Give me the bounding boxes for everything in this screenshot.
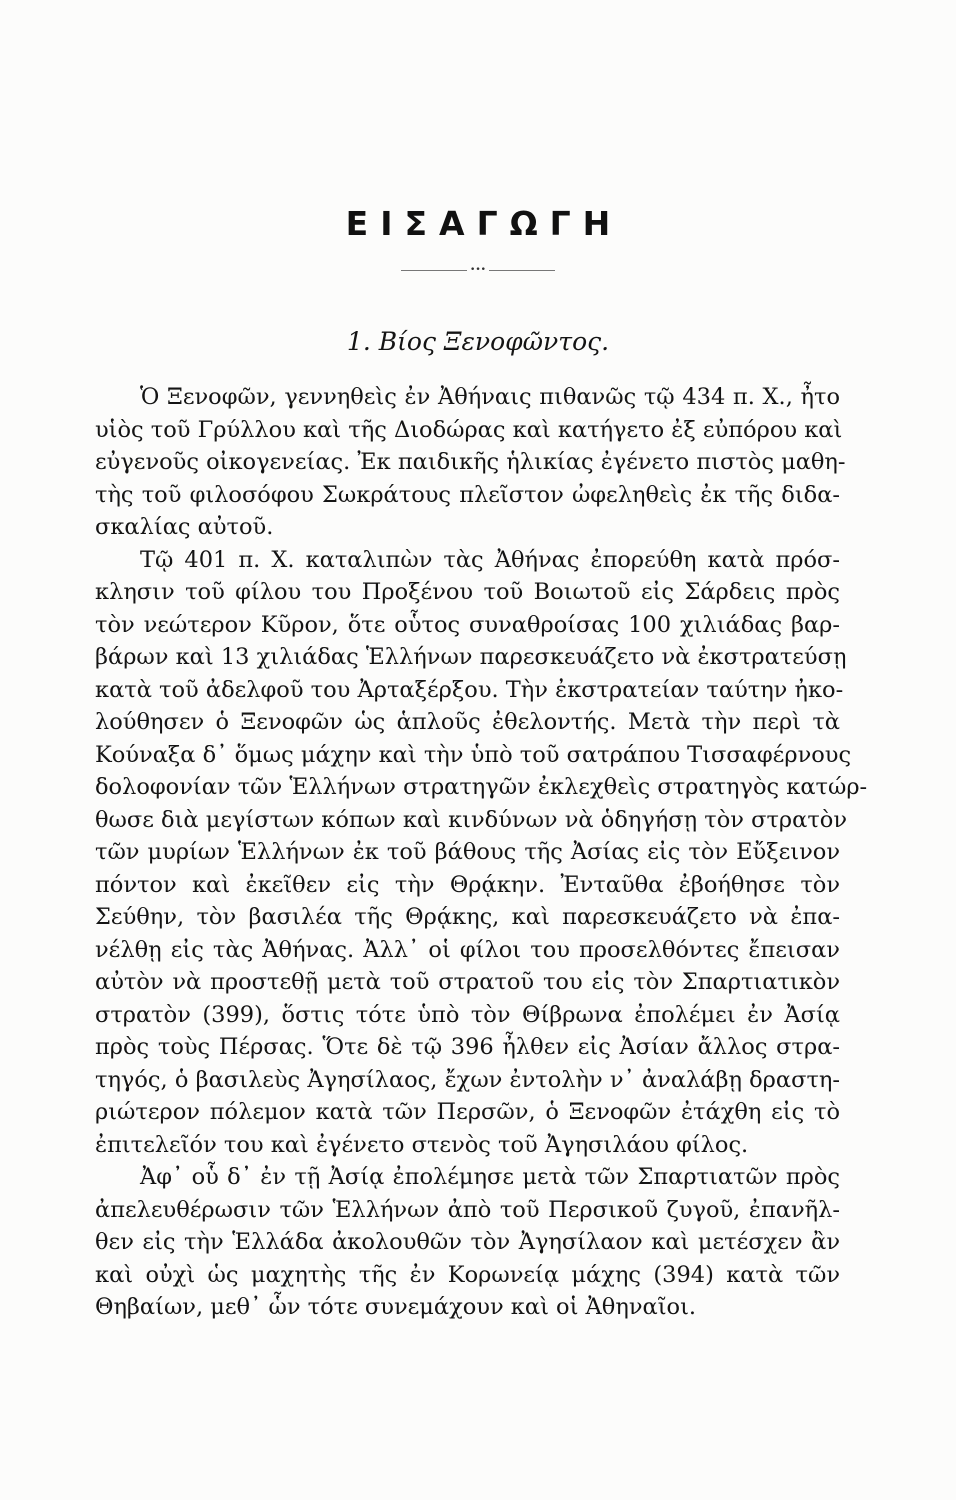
text-line: Θηβαίων, μεθ᾽ ὧν τότε συνεμάχουν καὶ οἱ Ἀθηναῖοι. bbox=[95, 1294, 697, 1320]
text-line: θεν εἰς τὴν Ἑλλάδα ἀκολουθῶν τὸν Ἀγησίλαον καὶ μετέσχεν ἂν bbox=[95, 1229, 840, 1255]
text-line: πρὸς τοὺς Πέρσας. Ὅτε δὲ τῷ 396 ἦλθεν εἰς Ἀσίαν ἄλλος στρα- bbox=[95, 1034, 840, 1060]
text-line: υἱὸς τοῦ Γρύλλου καὶ τῆς Διοδώρας καὶ κατήγετο ἐξ εὐπόρου καὶ bbox=[95, 416, 843, 443]
text-line: λούθησεν ὁ Ξενοφῶν ὡς ἁπλοῦς ἐθελοντής. Μετὰ τὴν περὶ τὰ bbox=[95, 709, 840, 735]
text-line: τηγός, ὁ βασιλεὺς Ἀγησίλαος, ἔχων ἐντολὴν ν᾽ ἀναλάβῃ δραστη- bbox=[95, 1066, 840, 1093]
text-line: ριώτερον πόλεμον κατὰ τῶν Περσῶν, ὁ Ξενοφῶν ἐτάχθη εἰς τὸ bbox=[95, 1099, 840, 1125]
text-line: στρατὸν (399), ὅστις τότε ὑπὸ τὸν Θίβρωνα ἐπολέμει ἐν Ἀσίᾳ bbox=[95, 1001, 840, 1028]
text-line: ἀπελευθέρωσιν τῶν Ἑλλήνων ἀπὸ τοῦ Περσικοῦ ζυγοῦ, ἐπανῆλ- bbox=[95, 1196, 840, 1223]
text-line: εὐγενοῦς οἰκογενείας. Ἐκ παιδικῆς ἡλικίας ἐγένετο πιστὸς μαθη- bbox=[95, 449, 846, 475]
text-line: κατὰ τοῦ ἀδελφοῦ του Ἀρταξέρξου. Τὴν ἐκστρατείαν ταύτην ἠκο- bbox=[95, 676, 844, 703]
text-line: τῶν μυρίων Ἑλλήνων ἐκ τοῦ βάθους τῆς Ἀσίας εἰς τὸν Εὔξεινον bbox=[95, 839, 840, 865]
paragraph bbox=[95, 544, 868, 1162]
text-line: Κούναξα δ᾽ ὅμως μάχην καὶ τὴν ὑπὸ τοῦ σατράπου Τισσαφέρνους bbox=[95, 741, 852, 768]
section-title: 1. Βίος Ξενοφῶντος. bbox=[346, 327, 610, 356]
text-line: Τῷ 401 π. Χ. καταλιπὼν τὰς Ἀθήνας ἐπορεύθη κατὰ πρόσ- bbox=[140, 546, 840, 573]
rule-ornament: ••• bbox=[467, 266, 489, 274]
text-line: νέλθῃ εἰς τὰς Ἀθήνας. Ἀλλ᾽ οἱ φίλοι του προσελθόντες ἔπεισαν bbox=[95, 936, 840, 963]
paragraph bbox=[95, 1161, 840, 1324]
text-line: Ὁ Ξενοφῶν, γεννηθεὶς ἐν Ἀθήναις πιθανῶς τῷ 434 π. Χ., ἦτο bbox=[140, 384, 840, 410]
text-line: αὐτὸν νὰ προστεθῇ μετὰ τοῦ στρατοῦ του εἰς τὸν Σπαρτιατικὸν bbox=[95, 969, 840, 995]
text-line: δολοφονίαν τῶν Ἑλλήνων στρατηγῶν ἐκλεχθεὶς στρατηγὸς κατώρ- bbox=[95, 774, 868, 800]
text-line: ἐπιτελεῖόν του καὶ ἐγένετο στενὸς τοῦ Ἀγησιλάου φίλος. bbox=[95, 1131, 749, 1158]
text-line: τὸν νεώτερον Κῦρον, ὅτε οὗτος συναθροίσας 100 χιλιάδας βαρ- bbox=[95, 611, 840, 638]
text-line: Σεύθην, τὸν βασιλέα τῆς Θρᾴκης, καὶ παρεσκευάζετο νὰ ἐπα- bbox=[95, 904, 840, 930]
text-line: τὴς τοῦ φιλοσόφου Σωκράτους πλεῖστον ὠφεληθεὶς ἐκ τῆς διδα- bbox=[95, 481, 840, 508]
text-line: κλησιν τοῦ φίλου του Προξένου τοῦ Βοιωτοῦ εἰς Σάρδεις πρὸς bbox=[95, 579, 840, 605]
text-line: πόντον καὶ ἐκεῖθεν εἰς τὴν Θρᾴκην. Ἐνταῦθα ἐβοήθησε τὸν bbox=[95, 871, 840, 898]
text-line: Ἀφ᾽ οὗ δ᾽ ἐν τῇ Ἀσίᾳ ἐπολέμησε μετὰ τῶν Σπαρτιατῶν πρὸς bbox=[140, 1164, 840, 1190]
chapter-heading: ΕΙΣΑΓΩΓΗ bbox=[345, 204, 623, 243]
body-text bbox=[95, 381, 868, 1324]
text-line: βάρων καὶ 13 χιλιάδας Ἑλλήνων παρεσκευάζετο νὰ ἐκστρατεύσῃ bbox=[95, 644, 847, 670]
text-line: καὶ οὐχὶ ὡς μαχητὴς τῆς ἐν Κορωνείᾳ μάχης (394) κατὰ τῶν bbox=[95, 1261, 840, 1288]
paragraph bbox=[95, 381, 846, 544]
text-line: θωσε διὰ μεγίστων κόπων καὶ κινδύνων νὰ ὁδηγήσῃ τὸν στρατὸν bbox=[95, 806, 847, 833]
text-line: σκαλίας αὐτοῦ. bbox=[95, 514, 274, 540]
